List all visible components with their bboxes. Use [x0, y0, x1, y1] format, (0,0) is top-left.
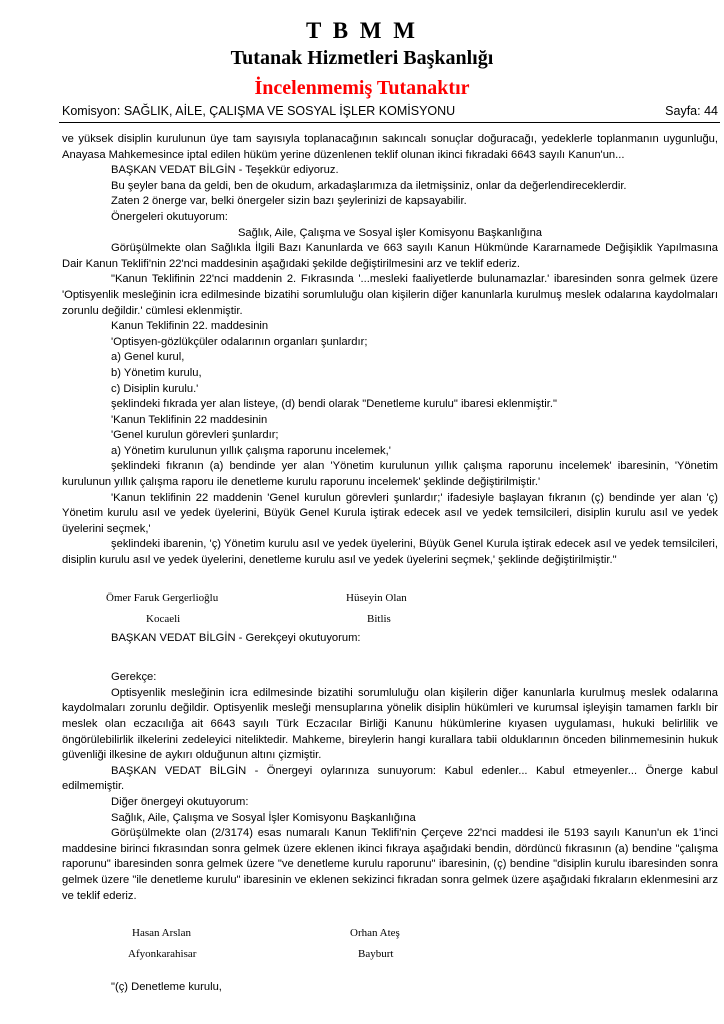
paragraph: 'Kanun Teklifinin 22 maddesinin [111, 413, 268, 426]
paragraph: BAŞKAN VEDAT BİLGİN - Önergeyi oylarınıza sunuyorum: Kabul edenler... Kabul etmeyenler... Önerge kabul edilmemiştir. [62, 764, 718, 793]
signatory-city: Bitlis [367, 612, 391, 625]
paragraph: Sağlık, Aile, Çalışma ve Sosyal İşler Komisyonu Başkanlığına [111, 811, 416, 824]
paragraph: a) Yönetim kurulunun yıllık çalışma raporunu incelemek,' [111, 444, 391, 457]
header-divider [59, 122, 720, 123]
paragraph: şeklindeki ibarenin, 'ç) Yönetim kurulu asıl ve yedek üyelerini, Büyük Genel Kurula iştirak edecek asıl ve yedek temsilcileri, disiplin kurulu asıl ve yedek üyelerini, denetleme kurulu asıl ve yedek üyelerini seçmek,' şeklinde değiştirilmiştir." [62, 538, 718, 567]
doc-title: T B M M [306, 18, 418, 43]
paragraph: Sağlık, Aile, Çalışma ve Sosyal işler Komisyonu Başkanlığına [237, 226, 543, 239]
signatory-city: Afyonkarahisar [128, 948, 197, 961]
paragraph: ve yüksek disiplin kurulunun üye tam sayısıyla toplanacağının sakıncalı sonuçlar doğuracağı, yedeklerle toplanmanın uygunluğu, Anayasa Mahkemesince iptal edilen hüküm yerine düzenlenen teklif olunan ikinci fıkradaki 6643 sayılı Kanun'un... [62, 133, 718, 161]
paragraph: Görüşülmekte olan Sağlıkla İlgili Bazı Kanunlarda ve 663 sayılı Kanun Hükmünde Kararnamede Değişiklik Yapılmasına Dair Kanun Teklifi'nin 22'nci maddesinin aşağıdaki şekilde değiştirilmesini arz ve teklif ederiz. [62, 242, 718, 270]
signature-block [62, 926, 718, 966]
signatory-city: Kocaeli [146, 612, 181, 625]
paragraph: şeklindeki fıkrada yer alan listeye, (d) bendi olarak "Denetleme kurulu" ibaresi eklenmiştir." [111, 398, 557, 411]
paragraph: "(ç) Denetleme kurulu, [111, 981, 222, 994]
signatory-name: Hüseyin Olan [346, 591, 407, 604]
paragraph: Gerekçe: [111, 671, 157, 684]
signatory-name: Hasan Arslan [132, 927, 191, 940]
paragraph: a) Genel kurul, [111, 351, 185, 364]
paragraph: BAŞKAN VEDAT BİLGİN - Gerekçeyi okutuyorum: [111, 631, 361, 644]
paragraph: Diğer önergeyi okutuyorum: [111, 795, 249, 808]
doc-subtitle: Tutanak Hizmetleri Başkanlığı [230, 47, 494, 69]
paragraph: b) Yönetim kurulu, [111, 366, 202, 379]
page-number: Sayfa: 44 [665, 104, 718, 118]
paragraph: 'Optisyen-gözlükçüler odalarının organları şunlardır; [111, 335, 368, 348]
page-header-line [62, 104, 718, 118]
paragraph: Önergeleri okutuyorum: [111, 210, 228, 223]
paragraph: c) Disiplin kurulu.' [111, 382, 199, 395]
paragraph: Görüşülmekte olan (2/3174) esas numaralı Kanun Teklifi'nin Çerçeve 22'nci maddesi ile 5193 sayılı Kanun'un ek 1'inci maddesine birinci fıkrasından sonra gelmek üzere eklenen ikinci fıkraya aşağıdaki bendin, dördüncü fıkrasının (a) bendine "çalışma raporunu" ibaresinden sonra gelmek üzere "ve denetleme kurulu raporunu" ibaresinin, (ç) bendine "disiplin kurulu ibaresinden sonra gelmek üzere "ile denetleme kurulu" ibaresinin ve eklenen sekizinci fıkradan sonra gelmek üzere aşağıdaki fıkraların eklenmesini arz ve teklif ederiz. [62, 827, 718, 902]
paragraph: 'Genel kurulun görevleri şunlardır; [111, 429, 279, 442]
paragraph: BAŞKAN VEDAT BİLGİN - Teşekkür ediyoruz. [111, 164, 339, 177]
signatory-name: Orhan Ateş [350, 927, 400, 940]
commission-name: Komisyon: SAĞLIK, AİLE, ÇALIŞMA VE SOSYAL İŞLER KOMİSYONU [62, 104, 456, 118]
signature-block [62, 591, 718, 631]
paragraph: "Kanun Teklifinin 22'nci maddenin 2. Fıkrasında '...mesleki faaliyetlerde bulunamazlar.' ibaresinden sonra gelmek üzere 'Optisyenlik mesleğinin icra edilmesinde bizatihi sorumluluğu olan kişilerin diğer kanunlarla kurulmuş meslek odalarına kaydolmaları zorunlu değildir.' cümlesi eklenmiştir. [62, 273, 718, 317]
paragraph: Zaten 2 önerge var, belki önergeler sizin bazı şeylerinizi de kapsayabilir. [111, 195, 467, 208]
paragraph: Kanun Teklifinin 22. maddesinin [111, 320, 269, 333]
signatory-city: Bayburt [358, 948, 394, 961]
paragraph: Bu şeyler bana da geldi, ben de okudum, arkadaşlarımıza da iletmişsiniz, onlar da değerlendireceklerdir. [111, 179, 627, 192]
doc-status: İncelenmemiş Tutanaktır [254, 77, 470, 99]
transcript-body [62, 132, 718, 996]
paragraph: 'Kanun teklifinin 22 maddenin 'Genel kurulun görevleri şunlardır;' ifadesiyle başlayan fıkranın (ç) bendinde yer alan 'ç) Yönetim kurulu asıl ve yedek üyelerini, Büyük Genel Kurula iştirak edecek asıl ve yedek temsilcileri, disiplin kurulu asıl ve yedek üyelerini seçmek,' [62, 491, 718, 535]
paragraph: Optisyenlik mesleğinin icra edilmesinde bizatihi sorumluluğu olan kişilerin diğer kanunlarla kurulmuş meslek odalarına kaydolmaları zorunlu değildir. Optisyenlik mesleği mensuplarına yönelik disiplin hükümleri ve kurumsal işleyişin tamamen farklı bir meslek olan eczacılığa ait 6643 sayılı Türk Eczacılar Birliği Kanunu hükümlerine kıyasen uygulaması, hukuki belirlilik ve öngörülebilirlik ilkelerini zedeleyici niteliktedir. Mahkeme, bireylerin hangi kurallara tabii olduklarının önceden bilinmemesinin hukuk güvenliği ilkesine de aykırı olduğunun altını çizmiştir. [62, 686, 718, 762]
paragraph: şeklindeki fıkranın (a) bendinde yer alan 'Yönetim kurulunun yıllık çalışma raporunu incelemek' ibaresinin, 'Yönetim kurulunun yıllık çalışma raporu ile denetleme kurulu raporunu incelemek' şeklinde değiştirilmiştir.' [62, 460, 718, 489]
signatory-name: Ömer Faruk Gergerlioğlu [106, 591, 219, 604]
